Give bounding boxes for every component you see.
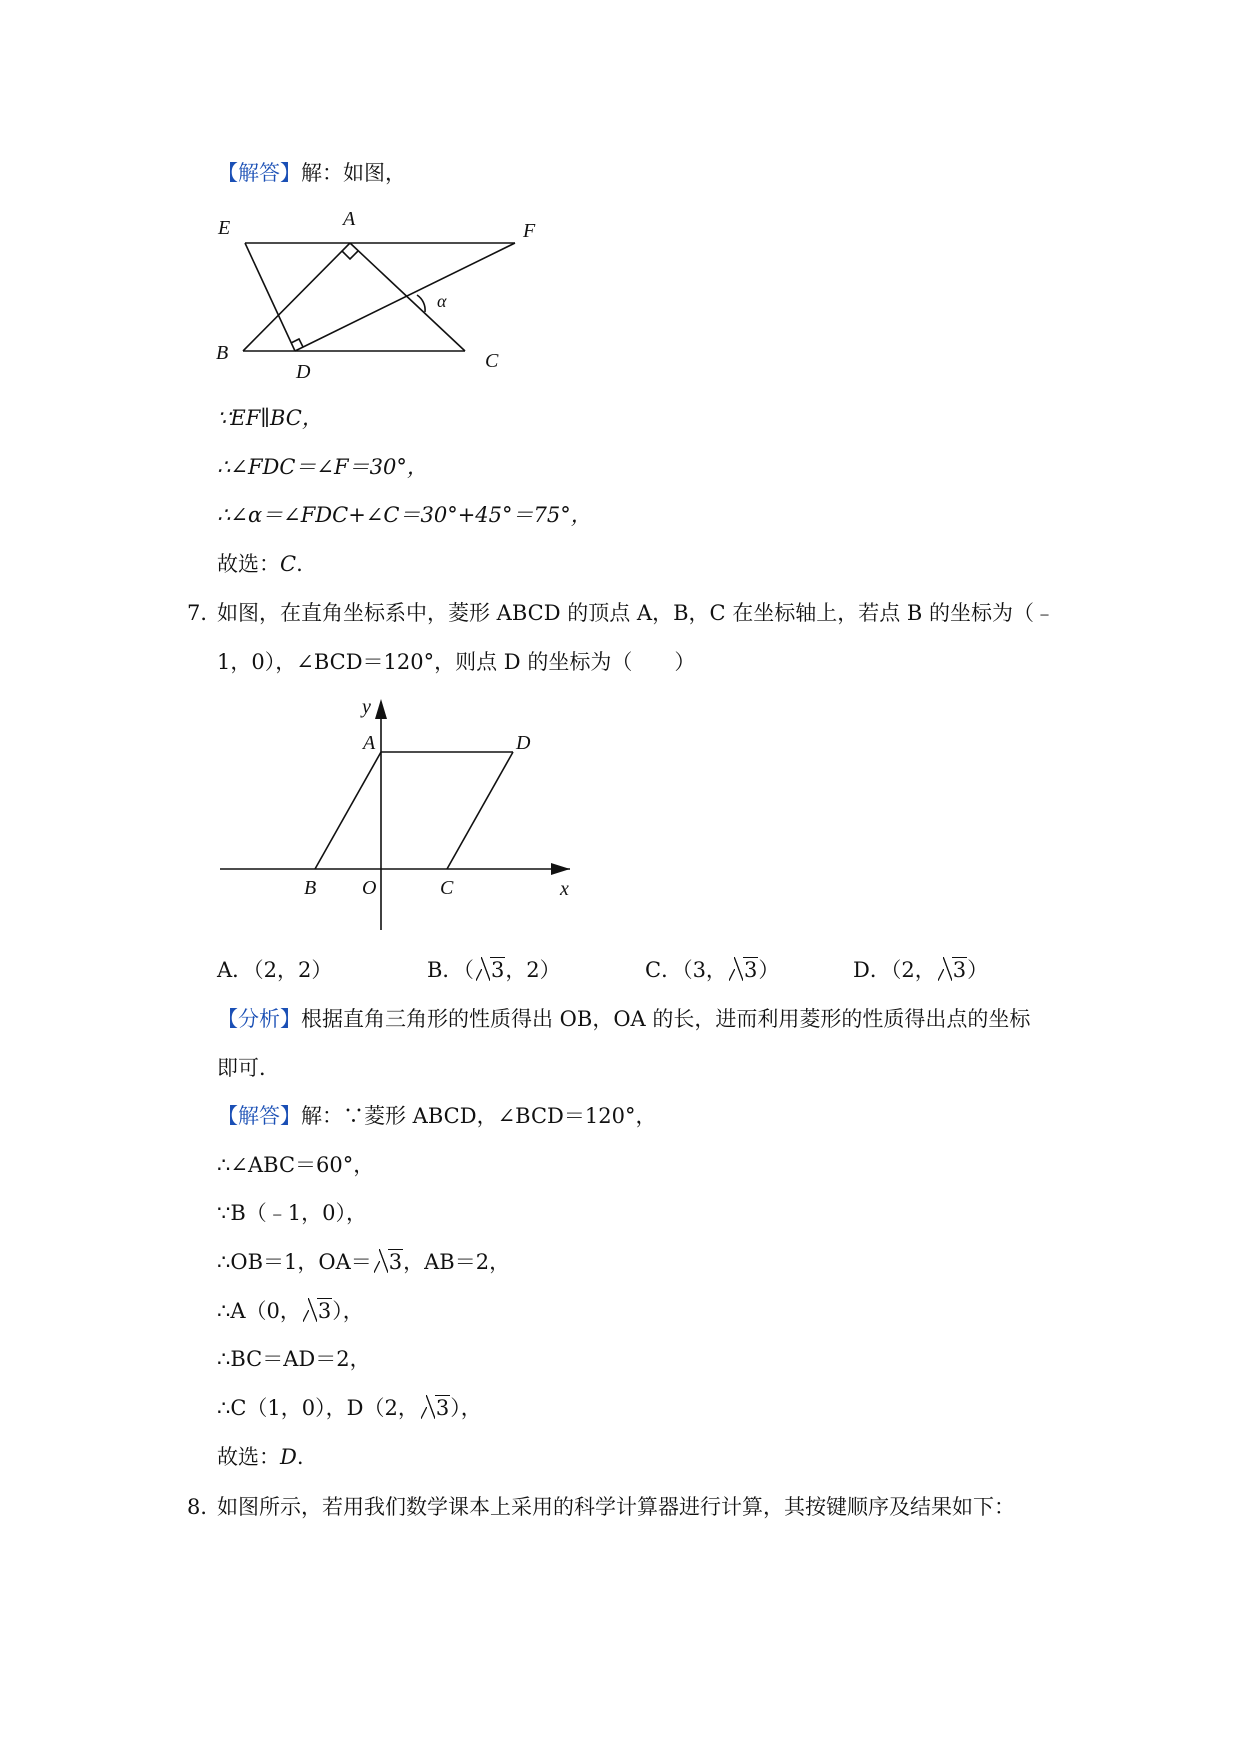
q7-solution-text-1: 解：∵菱形 ABCD，∠BCD＝120°， xyxy=(301,1104,657,1128)
sqrt-symbol xyxy=(938,955,967,985)
label-c: C xyxy=(485,350,499,372)
q7-analysis-text-1: 根据直角三角形的性质得出 OB，OA 的长，进而利用菱形的性质得出点的坐标 xyxy=(301,1007,1031,1031)
sqrt-symbol xyxy=(729,955,758,985)
label-d: D xyxy=(296,361,311,383)
q7-sol4-post: ，AB＝2， xyxy=(403,1250,511,1274)
q7-analysis-line-2: 即可． xyxy=(217,1056,280,1080)
label-x: x xyxy=(560,878,569,900)
label-o: O xyxy=(362,877,377,899)
q6-answer-intro: 解：如图， xyxy=(301,161,406,185)
q7-stem-line-2: 1，0），∠BCD＝120°，则点 D 的坐标为（ ） xyxy=(217,650,696,674)
q7-solution-line-2: ∴∠ABC＝60°， xyxy=(217,1153,375,1177)
q6-step-2: ∴∠FDC＝∠F＝30°， xyxy=(217,455,428,479)
label-f: F xyxy=(523,220,536,242)
q7-option-b[interactable] xyxy=(427,955,561,985)
q6-choice-prefix: 故选： xyxy=(217,552,280,576)
sqrt-symbol xyxy=(374,1247,403,1277)
q7-solution-line-3: ∵B（﹣1，0）， xyxy=(217,1201,368,1225)
label-y: y xyxy=(362,696,371,718)
sqrt-symbol xyxy=(421,1393,450,1423)
q6-answer-line xyxy=(217,158,406,188)
q7-sol5-pre: ∴A（0， xyxy=(217,1299,301,1323)
q7-option-b-post: ，2） xyxy=(505,958,561,982)
q7-option-b-radicand: 3 xyxy=(490,958,505,982)
q6-choice: C xyxy=(280,552,297,576)
q7-solution-line-7 xyxy=(217,1393,482,1423)
q7-option-c-pre: C．（3， xyxy=(645,958,727,982)
q7-sol5-post: ）， xyxy=(332,1299,364,1323)
q7-solution-line-5 xyxy=(217,1296,364,1326)
line-df xyxy=(295,243,515,351)
q6-figure xyxy=(210,205,550,385)
label-alpha: α xyxy=(437,291,447,311)
line-ed xyxy=(245,243,295,351)
q7-option-d-radicand: 3 xyxy=(952,958,967,982)
side-dc xyxy=(447,752,513,869)
q7-sol5-radicand: 3 xyxy=(317,1299,332,1323)
q7-option-a[interactable]: A．（2，2） xyxy=(217,958,333,982)
right-angle-mark-a xyxy=(342,251,358,259)
q6-step-3: ∴∠α＝∠FDC+∠C＝30°+45°＝75°， xyxy=(217,503,592,527)
label-b: B xyxy=(216,342,229,364)
q6-choice-end: . xyxy=(296,552,303,576)
q7-sol7-radicand: 3 xyxy=(435,1396,450,1420)
sqrt-symbol xyxy=(476,955,505,985)
q7-stem-line-1: 如图，在直角坐标系中，菱形 ABCD 的顶点 A，B，C 在坐标轴上，若点 B 的坐标为（﹣ xyxy=(217,601,1056,625)
q7-coordinate-figure xyxy=(215,695,585,935)
q7-choice-prefix: 故选： xyxy=(217,1445,280,1469)
q7-sol7-pre: ∴C（1，0），D（2， xyxy=(217,1396,419,1420)
q7-option-c-radicand: 3 xyxy=(743,958,758,982)
answer-tag: 【解答】 xyxy=(217,161,301,185)
y-axis-arrow xyxy=(375,699,387,719)
q7-option-d[interactable] xyxy=(853,955,988,985)
sqrt-symbol xyxy=(303,1296,332,1326)
q7-solution-line-6: ∴BC＝AD＝2， xyxy=(217,1347,371,1371)
label-a: A xyxy=(363,732,376,754)
x-axis-arrow xyxy=(551,863,570,875)
q7-analysis-line-1 xyxy=(217,1004,1030,1034)
answer-tag: 【解答】 xyxy=(217,1104,301,1128)
q7-choice: D xyxy=(280,1445,297,1469)
q7-sol7-post: ）， xyxy=(450,1396,482,1420)
q7-option-c[interactable] xyxy=(645,955,779,985)
label-e: E xyxy=(218,217,231,239)
q7-option-b-pre: B．（ xyxy=(427,958,474,982)
label-b: B xyxy=(304,877,317,899)
label-a: A xyxy=(343,208,356,230)
q8-number: 8． xyxy=(187,1495,222,1519)
q8-stem: 如图所示，若用我们数学课本上采用的科学计算器进行计算，其按键顺序及结果如下： xyxy=(217,1495,1015,1519)
q7-option-c-post: ） xyxy=(758,958,780,982)
q7-option-d-post: ） xyxy=(967,958,989,982)
line-ac xyxy=(350,243,465,351)
q7-solution-line-1 xyxy=(217,1101,656,1131)
label-d: D xyxy=(516,732,531,754)
analysis-tag: 【分析】 xyxy=(217,1007,301,1031)
q7-choice-end: . xyxy=(296,1445,304,1469)
q7-choice-line xyxy=(217,1442,304,1472)
q7-sol4-radicand: 3 xyxy=(388,1250,403,1274)
q7-sol4-pre: ∴OB＝1，OA＝ xyxy=(217,1250,372,1274)
q6-choice-line xyxy=(217,549,303,579)
q7-solution-line-4 xyxy=(217,1247,510,1277)
q7-option-d-pre: D．（2， xyxy=(853,958,936,982)
label-c: C xyxy=(440,877,454,899)
line-ba xyxy=(243,243,350,351)
q7-number: 7． xyxy=(187,601,222,625)
q6-step-1: ∵EF∥BC， xyxy=(217,406,323,430)
side-ab xyxy=(315,752,381,869)
